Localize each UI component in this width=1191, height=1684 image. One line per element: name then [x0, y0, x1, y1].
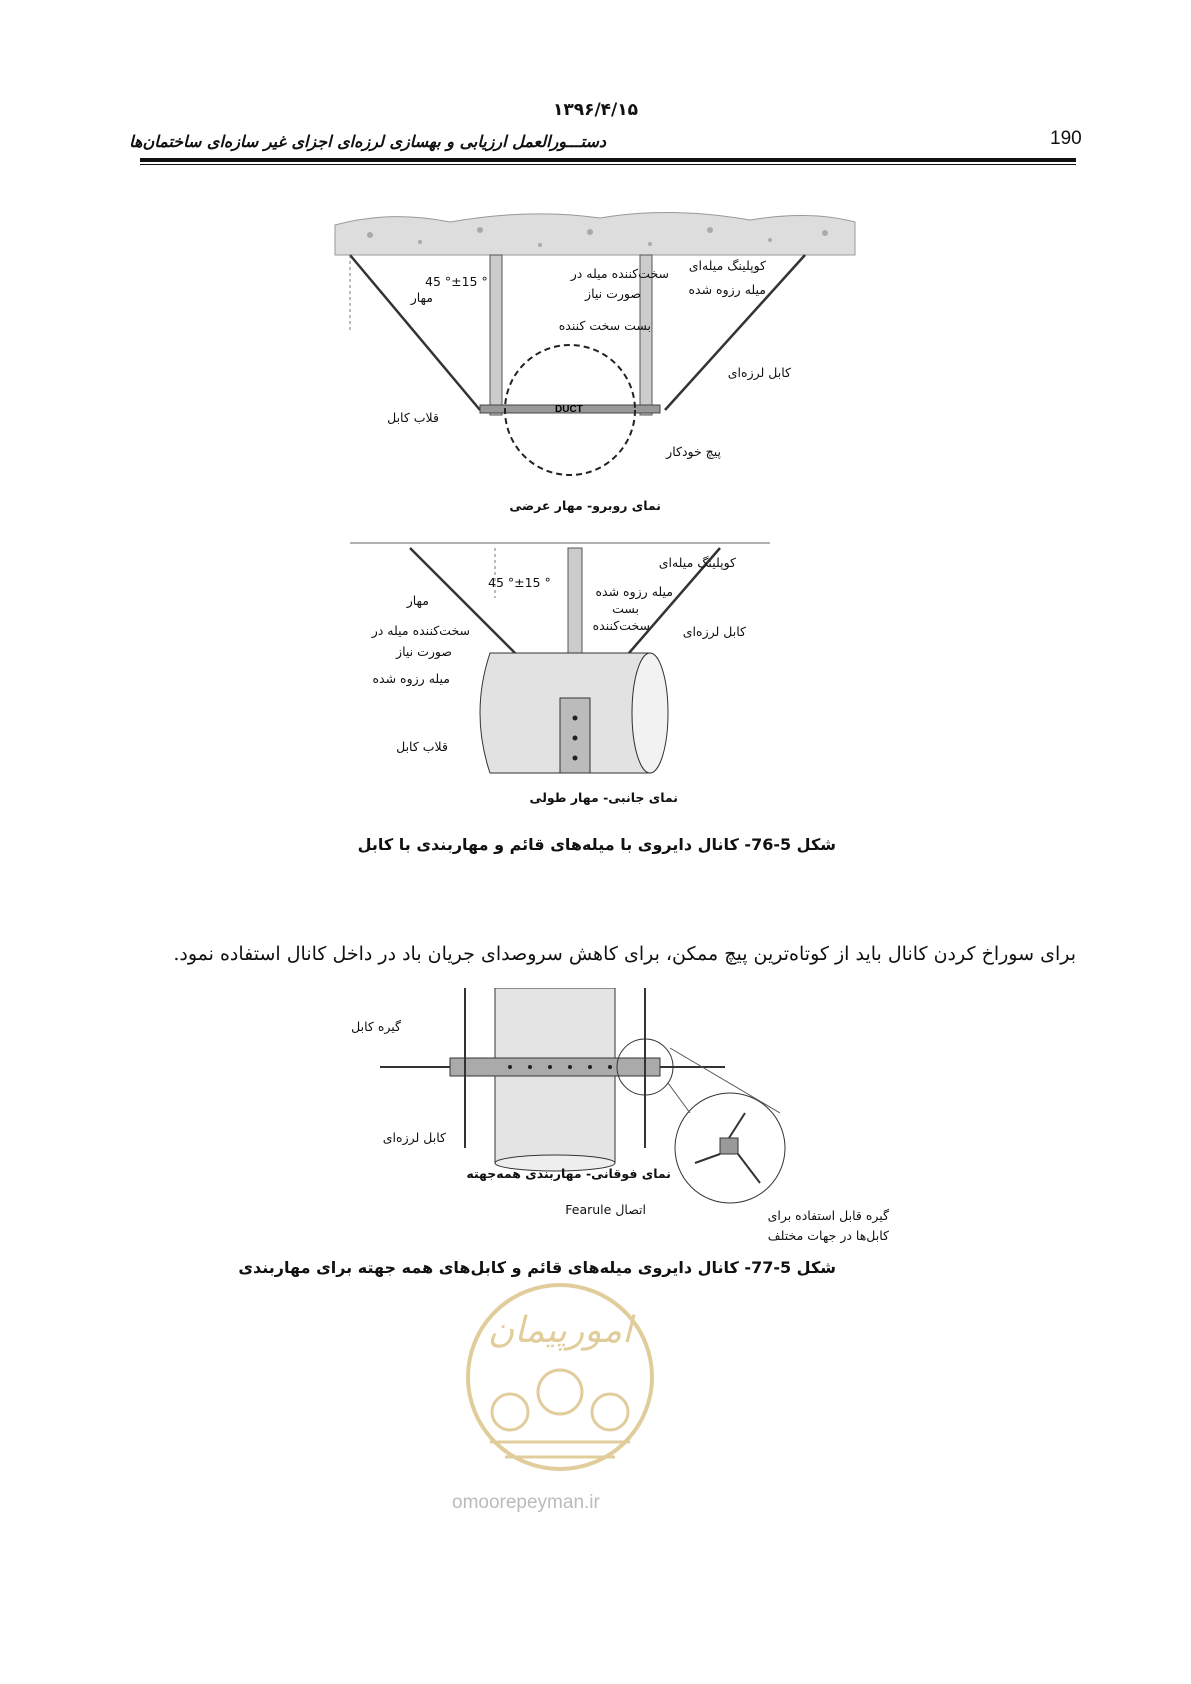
angle-label-side: 45 °±15 ° — [488, 575, 551, 590]
side-label-tightener: سخت‌کننده میله در — [371, 623, 470, 638]
side-label-stiffener: سخت‌کننده — [592, 618, 650, 633]
header-rule — [140, 158, 1076, 162]
label-clamp: بست سخت کننده — [558, 318, 651, 333]
label-usable-clip-2: کابل‌ها در جهات مختلف — [767, 1228, 889, 1243]
side-label-coupling: کوپلینگ میله‌ای — [658, 555, 736, 570]
page-number: 190 — [1050, 128, 1082, 149]
side-label-brace: مهار — [406, 593, 429, 608]
side-label-cable-hook: قلاب کابل — [396, 739, 448, 754]
body-paragraph: برای سوراخ کردن کانال باید از کوتاه‌ترین پیچ ممکن، برای کاهش سروصدای جریان باد در داخل کانال استفاده نمود. — [173, 943, 1076, 965]
side-label-clamp: بست — [612, 601, 639, 616]
label-brace: مهار — [410, 290, 433, 305]
side-label-seismic-cable: کابل لرزه‌ای — [682, 624, 746, 639]
top-view-subtitle: نمای فوقانی- مهاربندی همه‌جهته — [466, 1166, 671, 1181]
header-date: ۱۳۹۶/۴/۱۵ — [552, 100, 639, 120]
threaded-rod-left — [490, 255, 502, 415]
label-seismic-cable-77: کابل لرزه‌ای — [382, 1130, 446, 1145]
label-coupling: کوپلینگ میله‌ای — [688, 258, 766, 273]
duct-end — [632, 653, 668, 773]
label-threaded-rod: میله رزوه شده — [688, 282, 766, 297]
figure76-front-drawing — [330, 200, 860, 520]
strap-band — [450, 1058, 660, 1076]
label-usable-clip: گیره قابل استفاده برای — [767, 1208, 889, 1223]
logo-gear-right — [592, 1394, 628, 1430]
watermark-logo — [450, 1282, 670, 1482]
watermark-text: omoorepeyman.ir — [452, 1492, 600, 1513]
front-view-subtitle: نمای روبرو- مهار عرضی — [509, 498, 661, 513]
concrete-slab — [335, 212, 855, 255]
logo-gear-center — [538, 1370, 582, 1414]
header-title: دستـــورالعمل ارزیابی و بهسازی لرزه‌ای اجزای غیر سازه‌ای ساختمان‌ها — [129, 132, 606, 151]
header-rule-thin — [140, 164, 1076, 165]
label-cable-hook: قلاب کابل — [387, 410, 439, 425]
side-label-threaded-rod-2: میله رزوه شده — [372, 671, 450, 686]
side-label-tightener-2: صورت نیاز — [396, 644, 452, 659]
label-seismic-cable: کابل لرزه‌ای — [727, 365, 791, 380]
label-self-tapping-screw: پیچ خودکار — [666, 444, 721, 459]
figure77-caption: شکل 5-77- کانال دایروی میله‌های قائم و کابل‌های همه جهته برای مهاربندی — [238, 1258, 836, 1277]
logo-script: امورپیمان — [487, 1309, 633, 1350]
seismic-cable-right — [665, 255, 805, 410]
side-view-subtitle: نمای جانبی- مهار طولی — [529, 790, 678, 805]
callout-line-1 — [668, 1083, 690, 1113]
logo-gear-left — [492, 1394, 528, 1430]
label-tightener-2: صورت نیاز — [585, 286, 641, 301]
side-label-threaded-rod: میله رزوه شده — [595, 584, 673, 599]
label-ferrule: اتصال Fearule — [565, 1202, 646, 1217]
label-cable-clip: گیره کابل — [351, 1019, 401, 1034]
duct-label: DUCT — [555, 404, 583, 415]
angle-label-front: 45 °±15 ° — [425, 274, 488, 289]
figure76-caption: شکل 5-76- کانال دایروی با میله‌های قائم و مهاربندی با کابل — [357, 835, 836, 854]
label-tightener: سخت‌کننده میله در — [570, 266, 669, 281]
ferrule-block — [720, 1138, 738, 1154]
